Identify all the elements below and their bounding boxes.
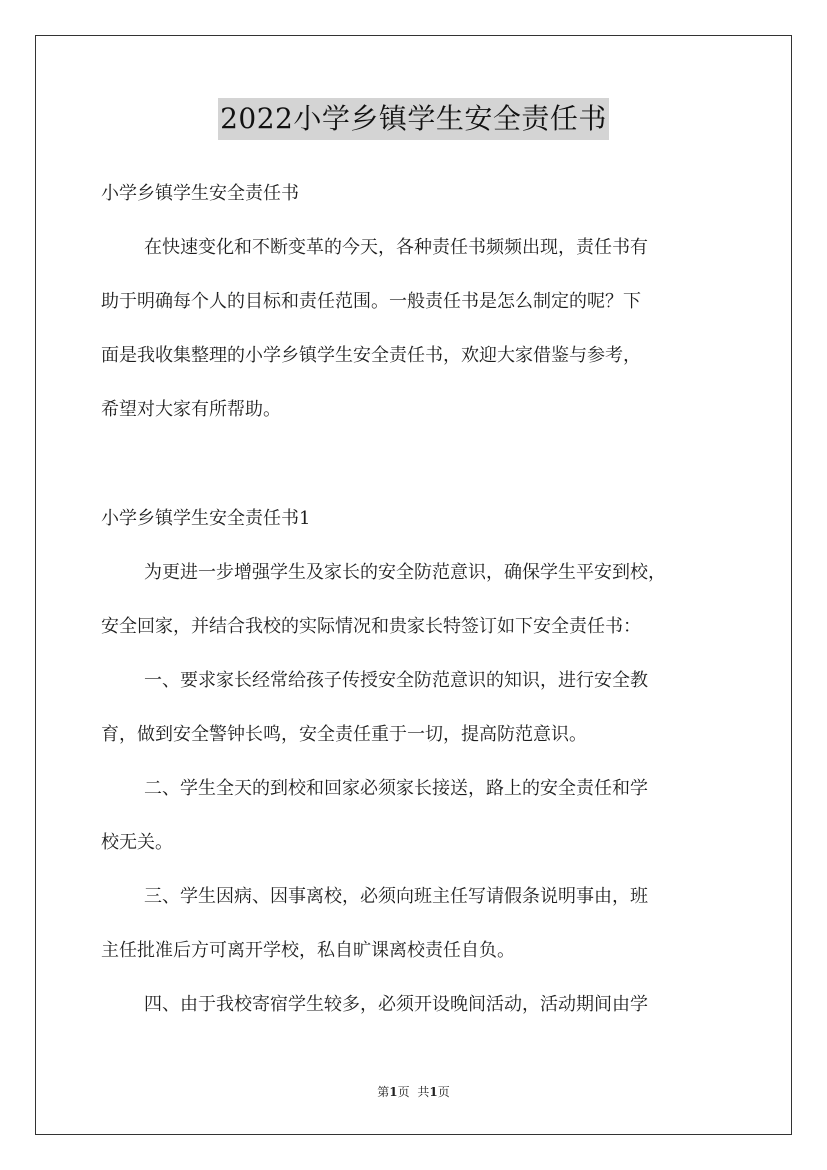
body-line-5: 二、学生全天的到校和回家必须家长接送，路上的安全责任和学 <box>144 778 648 799</box>
body-line-7: 三、学生因病、因事离校，必须向班主任写请假条说明事由，班 <box>144 886 648 907</box>
page-prefix: 第 <box>377 1085 390 1099</box>
section-heading: 小学乡镇学生安全责任书1 <box>101 508 311 529</box>
intro-line-4: 希望对大家有所帮助。 <box>101 399 281 420</box>
intro-line-3: 面是我收集整理的小学乡镇学生安全责任书，欢迎大家借鉴与参考， <box>101 345 641 366</box>
total-suffix: 页 <box>437 1085 450 1099</box>
intro-line-1: 在快速变化和不断变革的今天，各种责任书频频出现，责任书有 <box>144 237 648 258</box>
body-line-9: 四、由于我校寄宿学生较多，必须开设晚间活动，活动期间由学 <box>144 994 648 1015</box>
page-total: 1 <box>429 1085 438 1099</box>
title-container <box>0 98 827 140</box>
document-subtitle: 小学乡镇学生安全责任书 <box>101 183 299 204</box>
body-line-4: 育，做到安全警钟长鸣，安全责任重于一切，提高防范意识。 <box>101 724 587 745</box>
body-line-3: 一、要求家长经常给孩子传授安全防范意识的知识，进行安全教 <box>144 670 648 691</box>
page-current: 1 <box>389 1085 398 1099</box>
total-prefix: 共 <box>417 1085 430 1099</box>
intro-line-2: 助于明确每个人的目标和责任范围。一般责任书是怎么制定的呢？下 <box>101 291 641 312</box>
page-suffix: 页 <box>397 1085 410 1099</box>
document-title: 2022小学乡镇学生安全责任书 <box>218 98 609 140</box>
body-line-8: 主任批准后方可离开学校，私自旷课离校责任自负。 <box>101 940 515 961</box>
body-line-6: 校无关。 <box>101 832 173 853</box>
body-line-2: 安全回家，并结合我校的实际情况和贵家长特签订如下安全责任书： <box>101 616 641 637</box>
body-line-1: 为更进一步增强学生及家长的安全防范意识，确保学生平安到校， <box>144 562 666 583</box>
page-footer <box>0 1084 827 1100</box>
